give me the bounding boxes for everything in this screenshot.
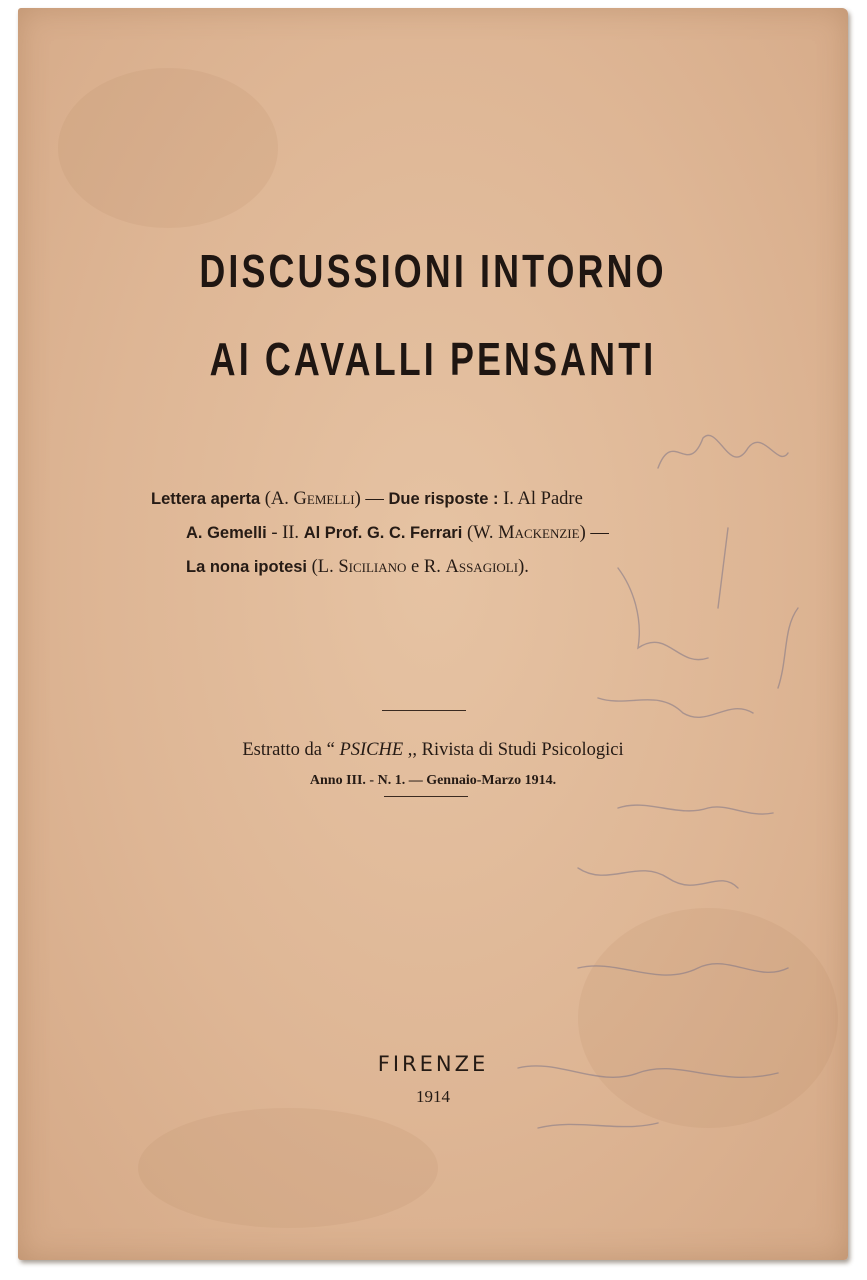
contents-text: ). xyxy=(518,557,529,577)
contents-text: ) — xyxy=(579,523,609,543)
divider-rule xyxy=(384,796,468,797)
paper-stain xyxy=(138,1108,438,1228)
contents-text: (L. xyxy=(307,557,339,577)
title-line-2: AI CAVALLI PENSANTI xyxy=(209,333,657,385)
contents-line-2 xyxy=(186,524,609,543)
contents-text: - II. xyxy=(266,523,304,543)
extract-line-1 xyxy=(18,741,848,760)
author-name: Gemelli xyxy=(293,489,355,509)
extract-text: Estratto da “ xyxy=(242,740,340,760)
imprint-city: FIRENZE xyxy=(377,1052,489,1076)
pamphlet-cover xyxy=(18,8,848,1260)
author-name: Assagioli xyxy=(445,557,519,577)
contents-line-3 xyxy=(186,558,529,577)
imprint-year: 1914 xyxy=(416,1087,450,1106)
paper-stain xyxy=(58,68,278,228)
title-line-1: DISCUSSIONI INTORNO xyxy=(199,245,667,297)
author-name: Mackenzie xyxy=(498,523,580,543)
divider-rule xyxy=(382,710,466,711)
contents-line-1 xyxy=(151,490,583,509)
journal-name: PSICHE xyxy=(339,740,404,760)
contents-text: e R. xyxy=(406,557,446,577)
extract-line-2: Anno III. - N. 1. — Gennaio-Marzo 1914. xyxy=(309,773,557,788)
author-name: Siciliano xyxy=(338,557,407,577)
contents-item-label: Lettera aperta xyxy=(151,490,261,508)
contents-text: (A. xyxy=(260,489,294,509)
contents-item-label: La nona ipotesi xyxy=(186,558,308,576)
contents-item-label: A. Gemelli xyxy=(186,524,267,542)
contents-text: (W. xyxy=(462,523,499,543)
contents-text: ) — xyxy=(354,489,389,509)
contents-text: I. Al Padre xyxy=(498,489,583,509)
extract-text: ,, Rivista di Studi Psicologici xyxy=(403,740,624,760)
contents-item-label: Al Prof. G. C. Ferrari xyxy=(303,524,463,542)
contents-item-label: Due risposte : xyxy=(388,490,499,508)
